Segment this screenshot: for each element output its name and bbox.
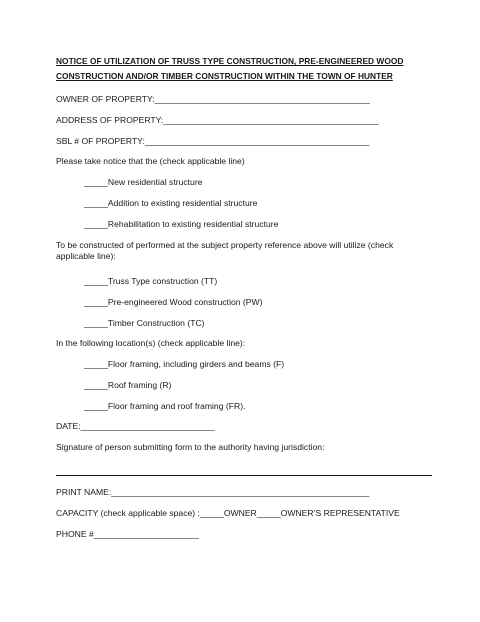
- capacity-field[interactable]: CAPACITY (check applicable space) :_____OWNER_____OWNER’S REPRESENTATIVE: [56, 508, 400, 518]
- date-field[interactable]: DATE:____________________________: [56, 421, 215, 431]
- option-rehabilitation-existing-structure[interactable]: _____Rehabilitation to existing residential structure: [84, 219, 279, 229]
- option-addition-existing-structure[interactable]: _____Addition to existing residential structure: [84, 198, 258, 208]
- option-timber-construction[interactable]: _____Timber Construction (TC): [84, 318, 205, 328]
- option-pre-engineered-wood-construction[interactable]: _____Pre-engineered Wood construction (PW): [84, 297, 263, 307]
- construction-prompt: To be constructed of performed at the subject property reference above will utilize (check applicable line):: [56, 240, 394, 261]
- signature-line[interactable]: [56, 475, 432, 476]
- sbl-number-field[interactable]: SBL # OF PROPERTY:_______________________________________________: [56, 136, 370, 146]
- option-floor-framing[interactable]: _____Floor framing, including girders and beams (F): [84, 359, 285, 369]
- structure-prompt: Please take notice that the (check applicable line): [56, 156, 245, 166]
- phone-number-field[interactable]: PHONE #______________________: [56, 529, 199, 539]
- print-name-field[interactable]: PRINT NAME:______________________________________________________: [56, 487, 370, 497]
- owner-of-property-field[interactable]: OWNER OF PROPERTY:_____________________________________________: [56, 94, 370, 104]
- location-prompt: In the following location(s) (check applicable line):: [56, 338, 246, 348]
- option-roof-framing[interactable]: _____Roof framing (R): [84, 380, 172, 390]
- address-of-property-field[interactable]: ADDRESS OF PROPERTY:_____________________________________________: [56, 115, 379, 125]
- option-new-residential-structure[interactable]: _____New residential structure: [84, 177, 203, 187]
- form-title-line-1: NOTICE OF UTILIZATION OF TRUSS TYPE CONSTRUCTION, PRE-ENGINEERED WOOD: [56, 56, 404, 66]
- signature-prompt: Signature of person submitting form to the authority having jurisdiction:: [56, 442, 325, 452]
- option-floor-and-roof-framing[interactable]: _____Floor framing and roof framing (FR).: [84, 401, 246, 411]
- option-truss-type-construction[interactable]: _____Truss Type construction (TT): [84, 276, 218, 286]
- form-title-line-2: CONSTRUCTION AND/OR TIMBER CONSTRUCTION WITHIN THE TOWN OF HUNTER: [56, 71, 393, 81]
